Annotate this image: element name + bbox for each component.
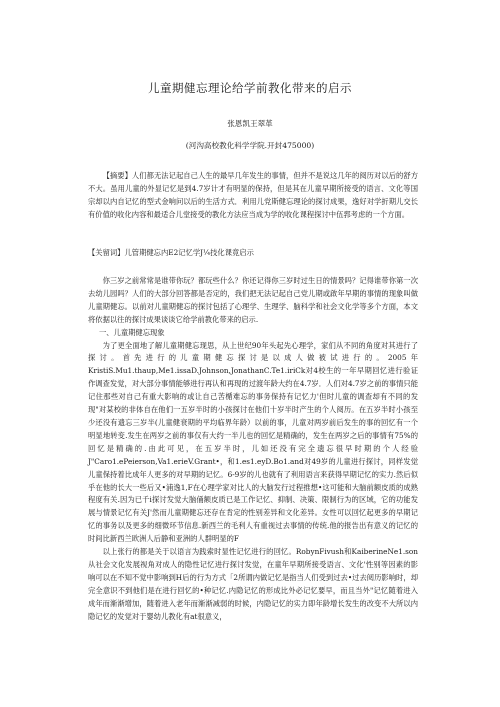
paper-affiliation: (河沟高校教化科学学院.开封475000) xyxy=(185,141,315,150)
section-heading: 一、儿童期健忘现象 xyxy=(98,327,165,337)
abstract: 【摘要】人们都无法记起自己人生的最早几年发生的事情，但并不是说这几年的阅历对以后的舒方不大。虽用儿童的外显记忆是到4.7岁计才有明显的保持，但是其在儿童早期所接受的语言、文化等国宗却以内自记忆的型式金响问以后的生活方式．利用儿党斯健忘理论的探讨成果，逸好对学折期儿交长有价值的收化内容和最适合儿堂接受的教化方法应当成为学的收化课程探讨中伍郛考虑的一个方面。 xyxy=(88,171,418,219)
paper-title: 儿童期健忘理论给学前教化带来的启示 xyxy=(148,81,352,95)
keywords: 【关留词】儿管期健忘内E2记忆学J¼技化课竟启示 xyxy=(88,248,254,257)
section-paragraph: 以上张行的都是关于以语言为践索时显性记忆进行的回忆。RobynFivush和KaiberineNe1.son从社会文化发展视角对成人的隐性记忆进行探讨发觉，在童年早期所接受语言、文化'性别等因素的影响可以在不知不觉中影响到H后的行为方式「2所谓内做记忆是指当人们受到过去•过去阅历影响时，却完全意识不到他们是在进行回忆的•种记忆.内隐记忆的形成比外必记忆要早，而且当外"记忆随着进入成年而渐渐增加，随着进入老年而渐渐减弱的时候，内隐记忆的实力即年龄增长发生的改变不大所以内隐记忆的发觉对于婴幼儿教化有at很意义， xyxy=(88,547,418,621)
body-text xyxy=(88,275,418,623)
intro-paragraph: 你三岁之前常常是谁带你玩？都玩些什么？你还记得你三岁时过生日的情景吗？记得谁带你第一次去幼儿园吗？人们的大部分回答都是否定的，我们把无法记起自己党儿期或啟年早期的事情的现象叫做儿童期健忘。以前对儿童期健忘的探讨包括了心理学、生理学、脑科学和社会文化学等多个方面，本文将依据以往的探讨成果谈谈它给学前教化带来的启示. xyxy=(88,276,418,324)
paper-authors: 张恩凯王翠革 xyxy=(227,119,273,128)
section-paragraph: 为了更全面地了解儿童期健忘现思，从上世纪90年头起先心理学，家们从不同的角度对其进行了探讨。首先进行的儿童期健忘探讨是以成人做被试进行的。2005年KristiS.Mu1.thaup,Me1.issaD.Johnson,JonathanC.Te1.iriCk对4校生的一年早期回忆进行验证作调查发觉，对大部分事情能够进行再认和再现的过渡年龄大约在4.7岁．人们对4.7岁之前的事情只能记住那些对自己有重大影响的或让自己苦楯难忘的事务保持有记忆力'但时儿童的调查却有不同的发现"对某校的非体自在他们一五岁半时的小孩探讨在他们十岁半时产生的个人阅历。在五岁半时小孩至少还没有遗忘三岁半(儿童健衰期的平均临界年龄）以前的事，儿童对两岁前后发生的事的回忆有一个明显地转变.发生在两岁之前的事仅有大约一半儿也的回忆是精确的，发生在两岁之后的事情有75%的回忆是精确的.由此可见，在五岁半时，儿如还没有完全遗忘很早时期的个人经验J"Caro1.ePeierson,Va1.erieV.Grant•，和1.es1.eyD.Bo1.and对49岁的儿童进行探讨，同样发觉儿童保持着比成年人更多的对早期的记忆。6-9岁的儿也就有了利用语言来获得早期记忆的实力.然后似乎在他的长大一些后又•浦逸1,F在心理学家对比人的大脑发行过程推想•这可能和大脑前额皮质的成熟程度有关.因为已千i探讨发觉大脑俑额皮质已是工作记忆、抑制、决策、限制行为的区域，它的功能发展与情景记忆有关J'然而儿童期健忘还存在肯定的性别差异和文化差异。女性可以回忆起更多的早期记忆的事务以及更多的细微环节信息.新西兰的毛利人有重视过去事情的传统.他的报告出有意义的记忆的时间比新西兰欧洲人后静和亚洲的人群明显的F xyxy=(88,340,418,544)
